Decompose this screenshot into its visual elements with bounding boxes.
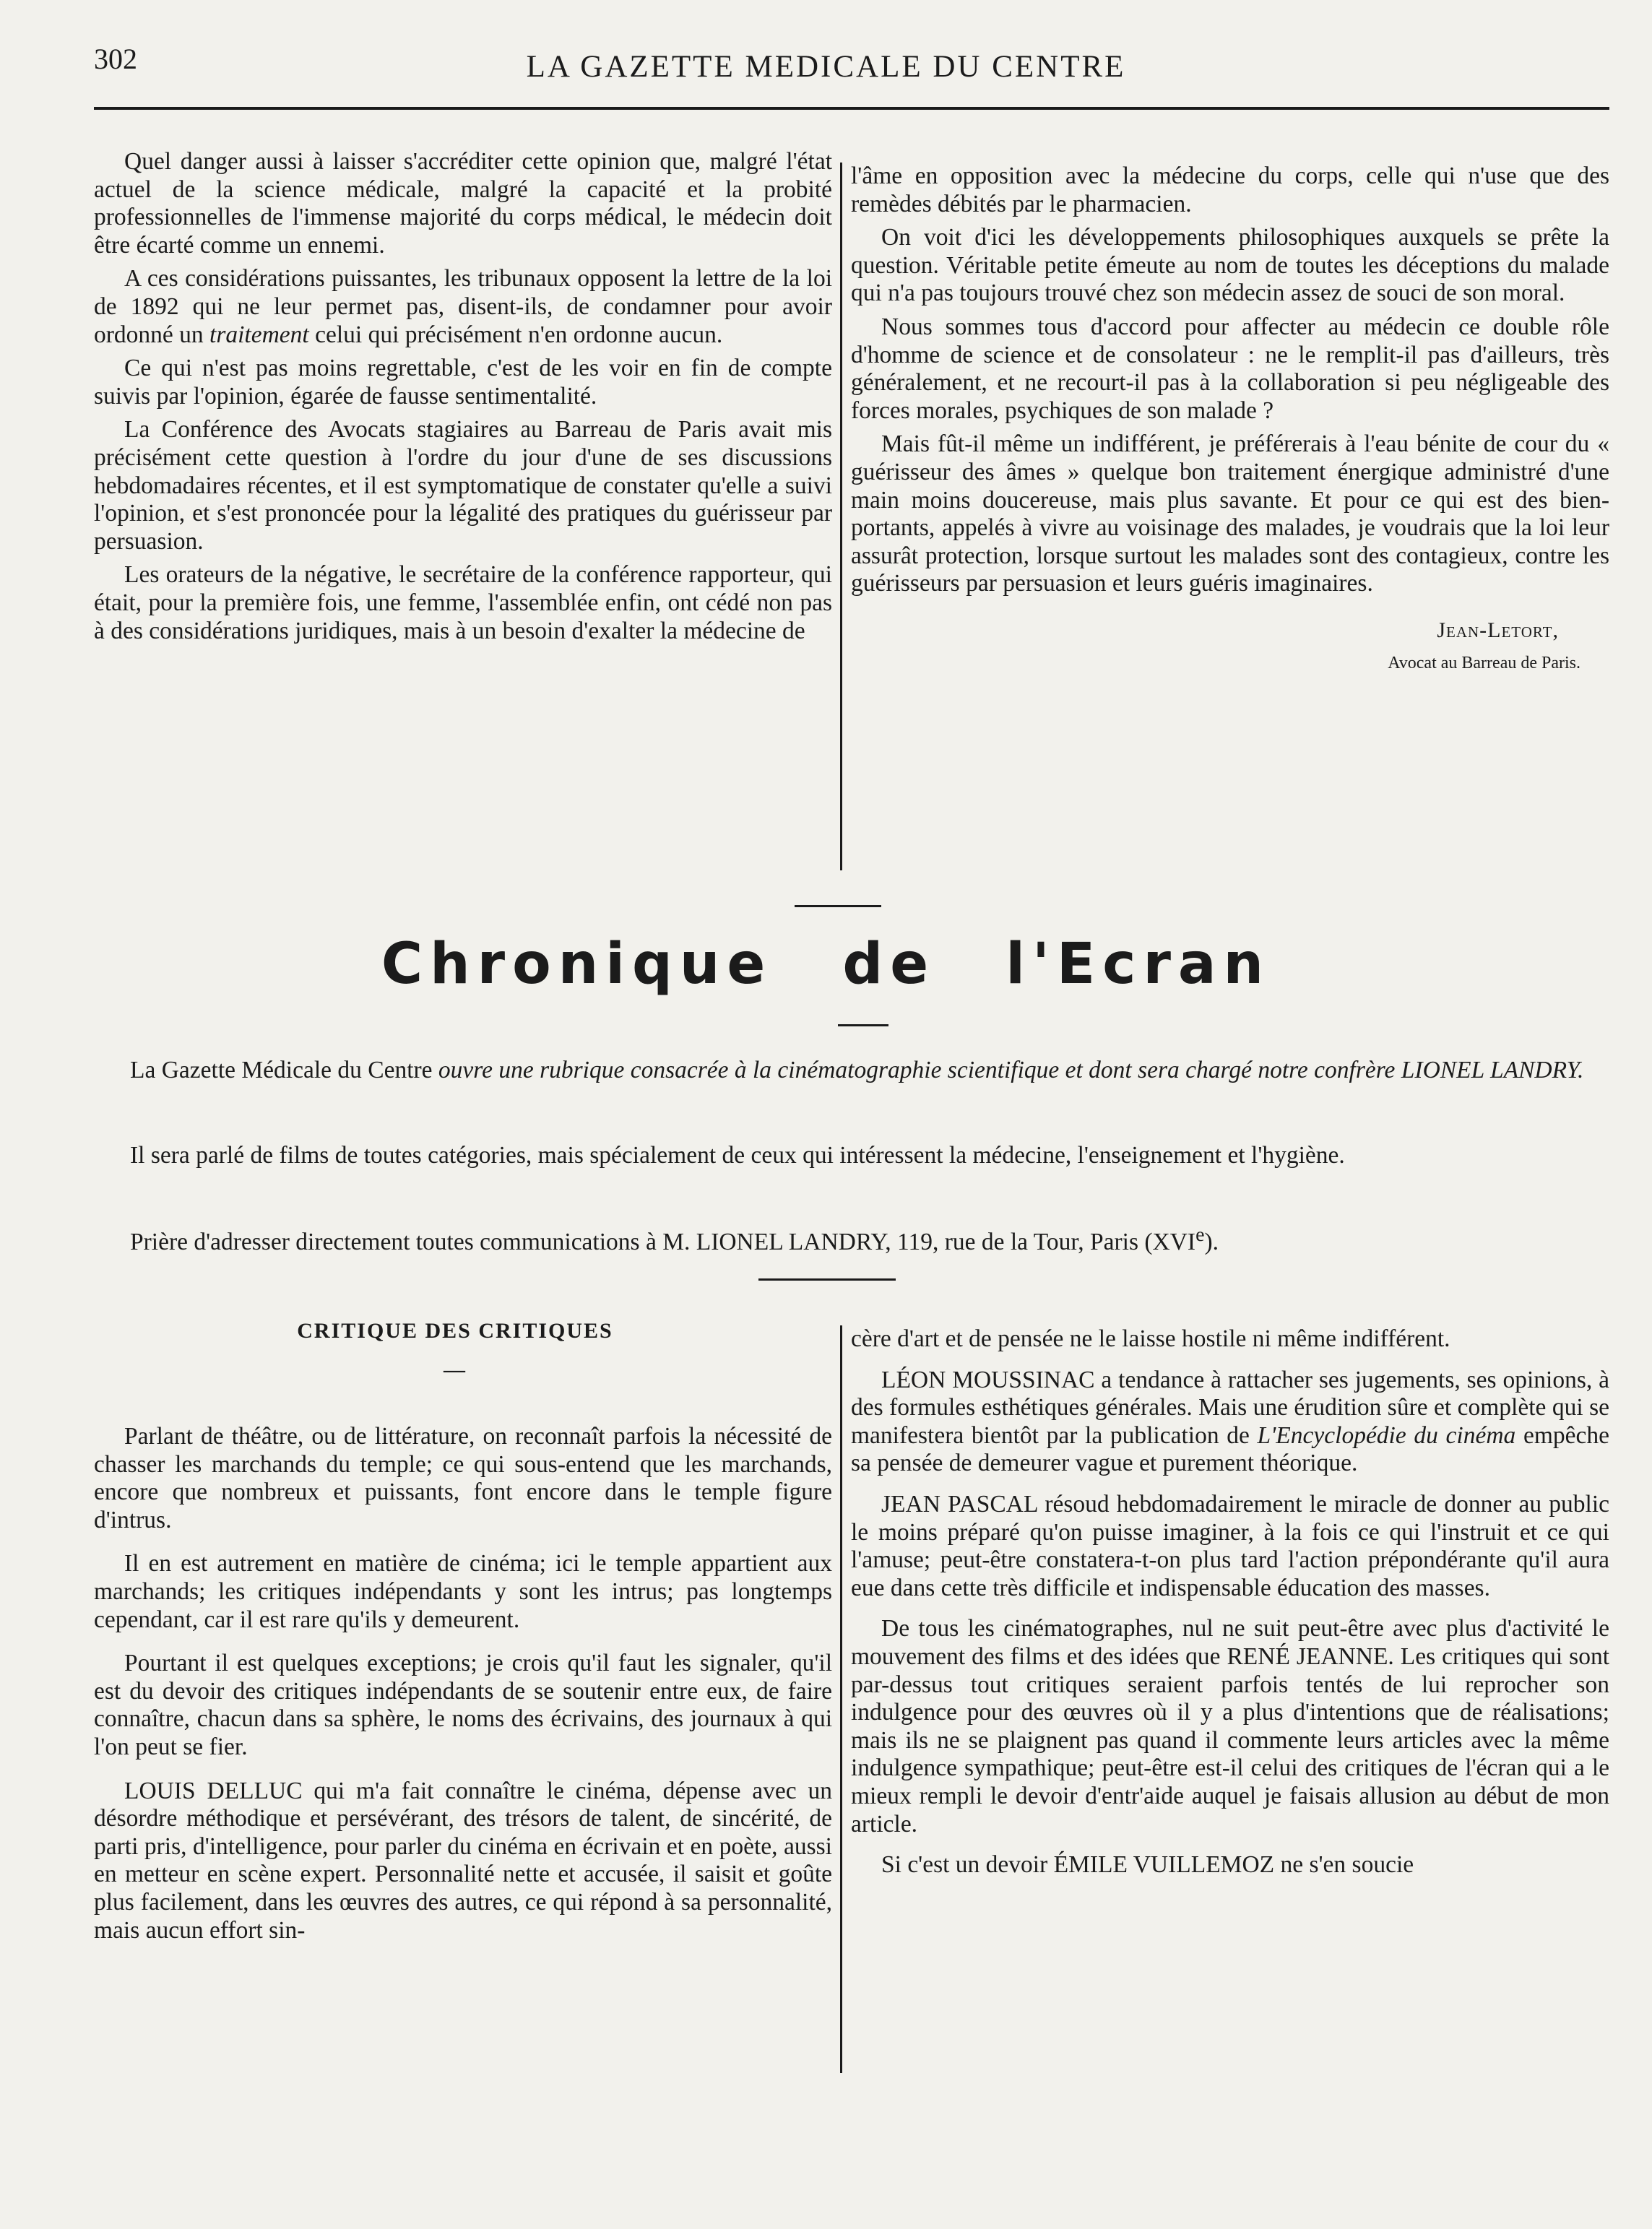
paragraph: La Conférence des Avocats stagiaires au Barreau de Paris avait mis précisément cette question à l'ordre du jour d'une de ses discussions hebdomadaires récentes, et il est symptomatique de constater qu'elle a suivi l'opinion, et s'est prononcée pour la légalité des pratiques du guérisseur par persuasion. [94,416,832,555]
chronique-intro-3: Prière d'adresser directement toutes communications à M. LIONEL LANDRY, 119, rue de la Tour, Paris (XVIe). [130,1224,1219,1256]
paragraph: Il en est autrement en matière de cinéma; ici le temple appartient aux marchands; les critiques indépendants y sont les intrus; pas longtemps cependant, car il est rare qu'ils y demeurent. [94,1550,832,1633]
column-divider [840,163,842,870]
paragraph: Parlant de théâtre, ou de littérature, on reconnaît parfois la nécessité de chasser les marchands du temple; ce qui sous-entend que les marchands, encore que nombreux et puissants, font encore dans le temple figure d'intrus. [94,1423,832,1533]
paragraph: A ces considérations puissantes, les tribunaux opposent la lettre de la loi de 1892 qui ne leur permet pas, disent-ils, de condamner pour avoir ordonné un traitement celui qui précisément n'en ordonne aucun. [94,265,832,348]
italic-title: L'Encyclopédie du cinéma [1257,1421,1516,1449]
paragraph: l'âme en opposition avec la médecine du corps, celle qui n'use que des remèdes débités par le pharmacien. [851,163,1609,217]
paragraph: Quel danger aussi à laisser s'accréditer cette opinion que, malgré l'état actuel de la science médicale, malgré la capacité et la probité professionnelles de l'immense majorité du corps médical, le médecin doit être écarté comme un ennemi. [94,148,832,259]
paragraph: Ce qui n'est pas moins regrettable, c'est de les voir en fin de compte suivis par l'opinion, égarée de fausse sentimentalité. [94,355,832,410]
article-left-column [94,148,832,651]
author-signature: Jean-Letort, [1437,618,1559,642]
paragraph: Pourtant il est quelques exceptions; je crois qu'il faut les signaler, qu'il est du devoir des critiques indépendants de se soutenir entre eux, de faire connaître, chacun dans sa sphère, le noms des écrivains, des journaux à qui l'on peut se fier. [94,1650,832,1760]
italic-term: traitement [209,321,309,348]
paragraph: De tous les cinématographes, nul ne suit peut-être avec plus d'activité le mouvement des films et des idées que RENÉ JEANNE. Les critiques qui sont par-dessus tout critiques seraient parfois tentés de lui reprocher son indulgence pour des œuvres où il y a plus d'intentions que de réalisations; mais ils ne se plaignent pas quand il commente leurs articles avec la même indulgence sympathique; peut-être est-il celui des critiques de l'écran qui a le mieux rempli le devoir d'entr'aide auquel je faisais allusion au début de mon article. [851,1615,1609,1838]
section-rule [795,905,881,907]
article-right-column [851,163,1609,677]
chronique-intro-1: La Gazette Médicale du Centre ouvre une rubrique consacrée à la cinématographie scientifique et dont sera chargé notre confrère LIONEL LANDRY. [130,1057,1584,1083]
critique-right-column [851,1325,1609,1885]
section-title: Chronique de l'Ecran [381,932,1271,997]
author-affiliation: Avocat au Barreau de Paris. [1388,653,1580,672]
paragraph: Si c'est un devoir ÉMILE VUILLEMOZ ne s'en soucie [881,1851,1414,1879]
paragraph: LÉON MOUSSINAC a tendance à rattacher ses jugements, ses opinions, à des formules esthétiques générales. Mais une érudition sûre et complète qui se manifestera bientôt par la publication de L'Encyclopédie du cinéma empêche sa pensée de demeurer vague et purement théorique. [851,1366,1609,1477]
subsection-heading: CRITIQUE DES CRITIQUES [297,1319,613,1343]
paragraph: cère d'art et de pensée ne le laisse hostile ni même indifférent. [851,1325,1450,1352]
critique-left-column [94,1423,832,1950]
intro-rule [758,1278,896,1281]
paragraph: Les orateurs de la négative, le secrétaire de la conférence rapporteur, qui était, pour la première fois, une femme, l'assemblée enfin, ont cédé non pas à des considérations juridiques, mais à un besoin d'exalter la médecine de [94,561,832,644]
running-title: LA GAZETTE MEDICALE DU CENTRE [526,50,1126,84]
title-underline [838,1024,888,1026]
paragraph: LOUIS DELLUC qui m'a fait connaître le cinéma, dépense avec un désordre méthodique et persévérant, des trésors de talent, de sincérité, de parti pris, d'intelligence, pour parler du cinéma en écrivain et en poète, aussi en metteur en scène expert. Personnalité nette et accusée, il saisit et goûte plus facilement, dans les œuvres des autres, ce qui répond à sa personnalité, mais aucun effort sin- [94,1777,832,1944]
paragraph: Nous sommes tous d'accord pour affecter au médecin ce double rôle d'homme de science et de consolateur : ne le remplit-il pas d'ailleurs, très généralement, et ne recourt-il pas à la collaboration si peu négligeable des forces morales, psychiques de son malade ? [851,313,1609,424]
column-divider [840,1325,842,2073]
page-number: 302 [94,43,137,75]
paragraph: On voit d'ici les développements philosophiques auxquels se prête la question. Véritable petite émeute au nom de toutes les déceptions du malade qui n'a pas toujours trouvé chez son médecin assez de souci de son moral. [851,224,1609,307]
header-rule [94,107,1609,110]
paragraph: Mais fût-il même un indifférent, je préférerais à l'eau bénite de cour du « guérisseur des âmes » quelque bon traitement énergique administré d'une main moins doucereuse, mais plus savante. Et pour ce qui est des bien-portants, appelés à vivre au voisinage des malades, je voudrais que la loi leur assurât protection, lorsque surtout les malades sont des contagieux, contre les guérisseurs par persuasion et leurs guéris imaginaires. [851,430,1609,597]
paragraph: JEAN PASCAL résoud hebdomadairement le miracle de donner au public le moins préparé qu'on puisse imaginer, à la fois ce qui l'instruit et ce qui l'amuse; peut-être constatera-t-on plus tard l'action prépondérante qu'il aura eue dans cette très difficile et indispensable éducation des masses. [851,1490,1609,1601]
chronique-intro-2: Il sera parlé de films de toutes catégories, mais spécialement de ceux qui intéressent la médecine, l'enseignement et l'hygiène. [130,1142,1345,1169]
heading-dash: — [444,1358,467,1382]
